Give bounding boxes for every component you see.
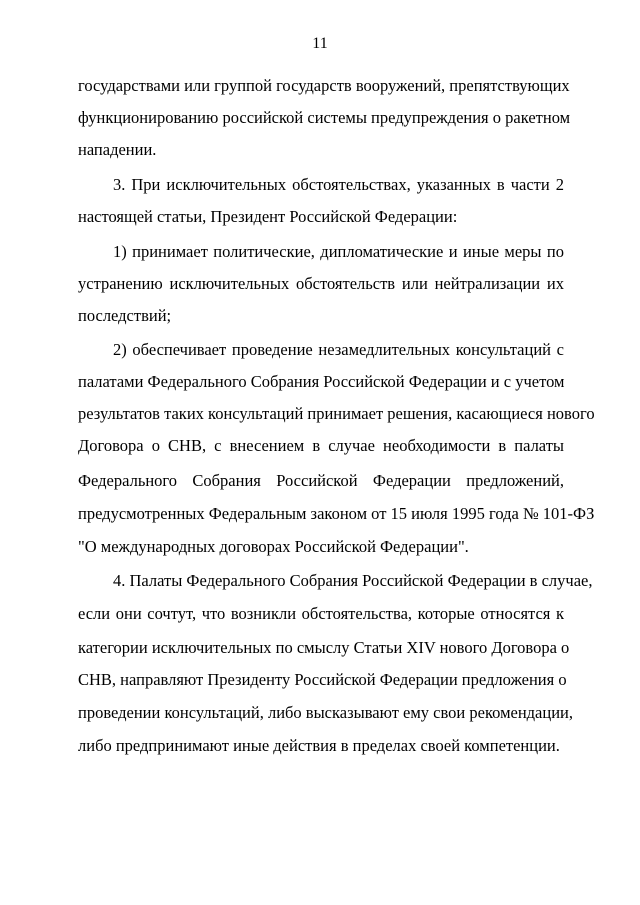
text-line: предусмотренных Федеральным законом от 15 июля 1995 года № 101-ФЗ xyxy=(78,504,595,523)
text-line: Федерального Собрания Российской Федерации предложений, xyxy=(78,471,564,490)
text-line: функционированию российской системы предупреждения о ракетном xyxy=(78,108,571,127)
text-line: настоящей статьи, Президент Российской Федерации: xyxy=(78,207,458,226)
text-line: категории исключительных по смыслу Статьи XIV нового Договора о xyxy=(78,638,570,657)
text-line: результатов таких консультаций принимает решения, касающиеся нового xyxy=(78,404,595,423)
text-line: СНВ, направляют Президенту Российской Федерации предложения о xyxy=(78,670,567,689)
text-line: нападении. xyxy=(78,140,157,159)
text-line: Договора о СНВ, с внесением в случае необходимости в палаты xyxy=(78,436,564,455)
text-line: последствий; xyxy=(78,306,172,325)
text-line: либо предпринимают иные действия в пределах своей компетенции. xyxy=(78,736,560,755)
text-line: палатами Федерального Собрания Российской Федерации и с учетом xyxy=(78,372,565,391)
text-line: 1) принимает политические, дипломатические и иные меры по xyxy=(113,242,564,261)
text-line: 2) обеспечивает проведение незамедлительных консультаций с xyxy=(113,340,564,359)
text-line: если они сочтут, что возникли обстоятельства, которые относятся к xyxy=(78,604,564,623)
text-line: 4. Палаты Федерального Собрания Российской Федерации в случае, xyxy=(113,571,593,590)
text-line: "О международных договорах Российской Федерации". xyxy=(78,537,469,556)
text-line: устранению исключительных обстоятельств или нейтрализации их xyxy=(78,274,564,293)
page-number: 11 xyxy=(312,35,328,52)
text-line: проведении консультаций, либо высказывают ему свои рекомендации, xyxy=(78,703,573,722)
text-line: государствами или группой государств вооружений, препятствующих xyxy=(78,76,570,95)
text-line: 3. При исключительных обстоятельствах, указанных в части 2 xyxy=(113,175,564,194)
